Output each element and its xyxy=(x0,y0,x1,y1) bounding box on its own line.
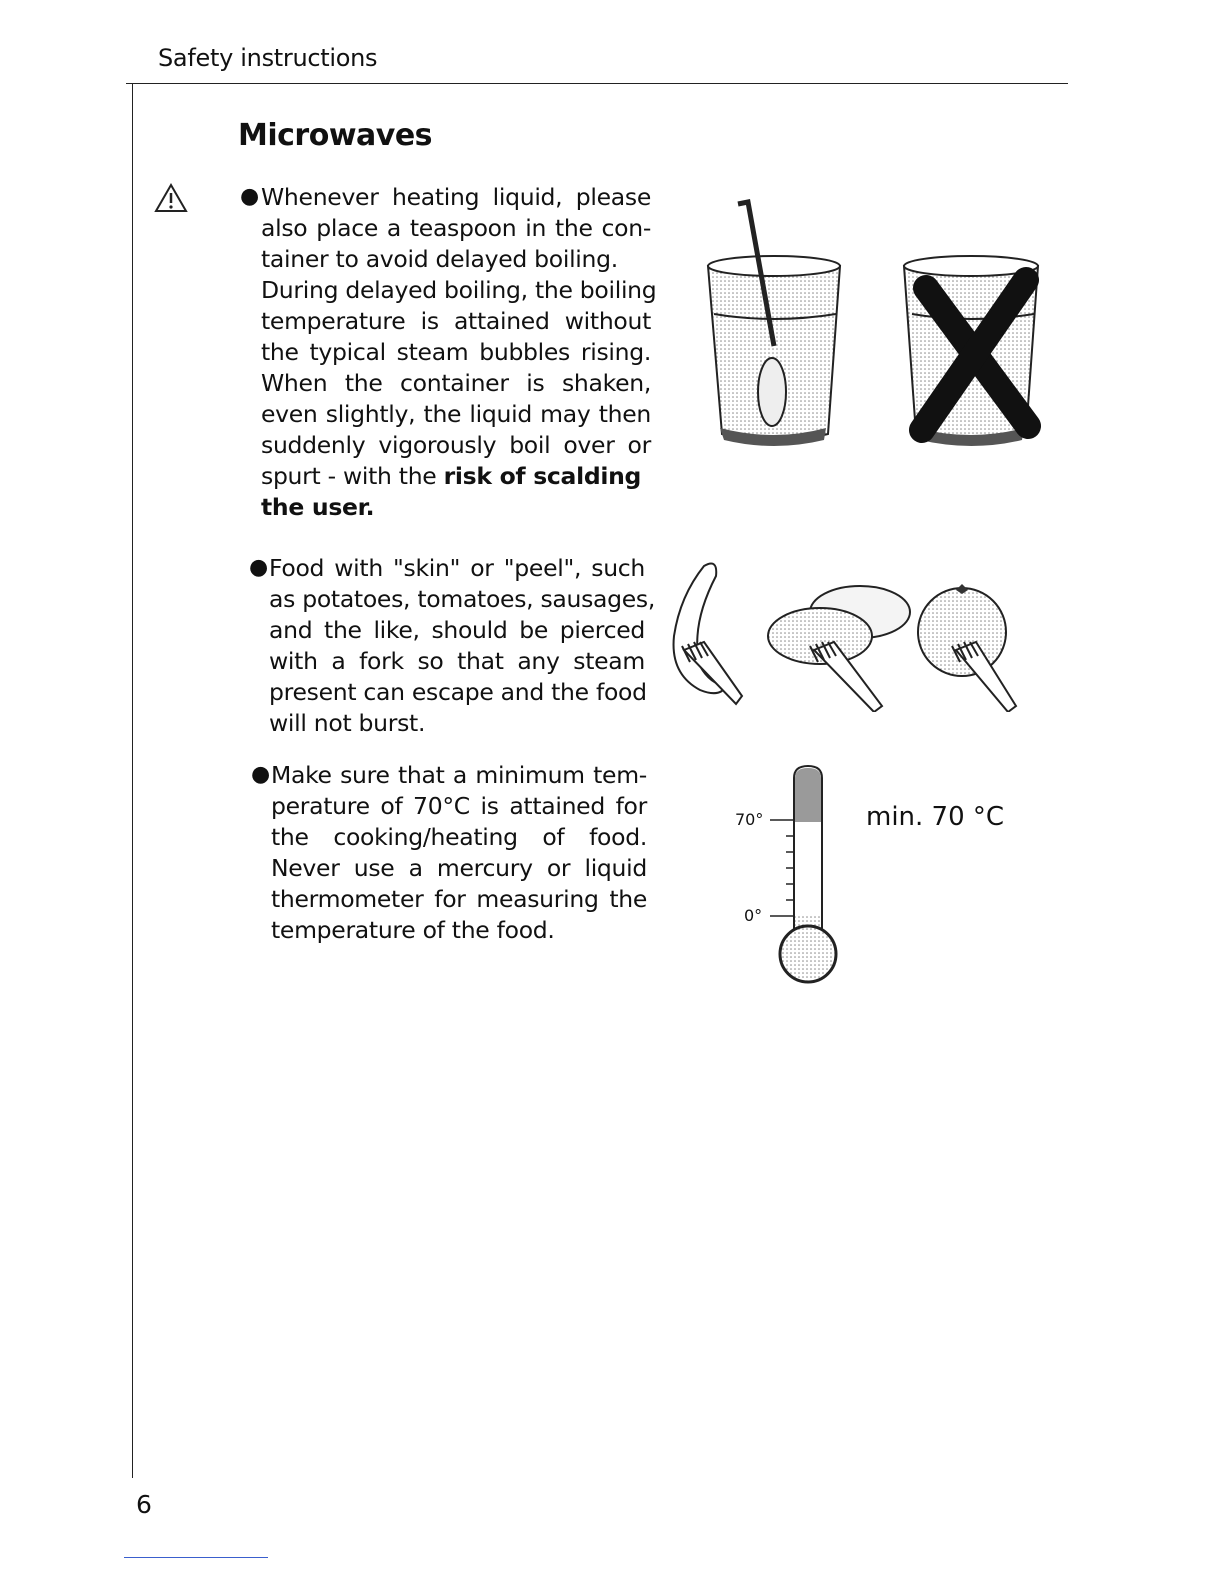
text-line: the typical steam bubbles rising. xyxy=(261,338,651,366)
header-rule xyxy=(126,83,1068,84)
bullet-marker: ● xyxy=(240,184,260,209)
text-line: tainer to avoid delayed boiling. xyxy=(261,245,618,273)
page-number: 6 xyxy=(136,1490,152,1519)
text-line: Make sure that a minimum tem- xyxy=(271,761,647,789)
bullet-marker: ● xyxy=(251,762,271,787)
footer-rule xyxy=(124,1557,268,1558)
text-line: Whenever heating liquid, please xyxy=(261,183,651,211)
text-line: perature of 70°C is attained for xyxy=(271,792,647,820)
glass-with-spoon xyxy=(708,202,840,446)
minimum-temperature-label: min. 70 °C xyxy=(866,802,1005,832)
text-line: During delayed boiling, the boiling xyxy=(261,276,657,304)
section-header: Safety instructions xyxy=(158,44,378,72)
text-line: Never use a mercury or liquid xyxy=(271,854,647,882)
potatoes-with-fork xyxy=(768,586,910,712)
text-line: When the container is shaken, xyxy=(261,369,651,397)
tomato-with-fork xyxy=(918,584,1016,712)
text-line: temperature is attained without xyxy=(261,307,651,335)
bullet-marker: ● xyxy=(249,555,269,580)
text-fragment: spurt - with the xyxy=(261,462,437,490)
text-line: the cooking/heating of food. xyxy=(271,823,647,851)
text-line: thermometer for measuring the xyxy=(271,885,647,913)
thermometer-label-0: 0° xyxy=(744,906,763,925)
glass-with-spoon-illustration xyxy=(700,196,1050,458)
text-line xyxy=(261,461,651,492)
sausage-with-fork xyxy=(674,564,742,704)
bullet-text-minimum-temperature xyxy=(271,760,647,946)
text-line: suddenly vigorously boil over or xyxy=(261,431,651,459)
glass-without-spoon-crossed xyxy=(904,256,1038,446)
text-line: will not burst. xyxy=(269,709,426,737)
margin-rule xyxy=(132,84,133,1478)
page-title: Microwaves xyxy=(238,118,433,153)
text-line: temperature of the food. xyxy=(271,916,555,944)
warning-emphasis: risk of scalding xyxy=(443,462,642,490)
text-line: Food with "skin" or "peel", such xyxy=(269,554,645,582)
text-line: present can escape and the food xyxy=(269,678,647,706)
text-line: as potatoes, tomatoes, sausages, xyxy=(269,585,656,613)
food-piercing-illustration xyxy=(660,556,1026,712)
text-line: even slightly, the liquid may then xyxy=(261,400,651,428)
text-line: and the like, should be pierced xyxy=(269,616,645,644)
bullet-text-pierce-food xyxy=(269,553,656,739)
thermometer-label-70: 70° xyxy=(735,810,764,829)
bullet-text-delayed-boiling xyxy=(261,182,657,523)
text-line: also place a teaspoon in the con- xyxy=(261,214,651,242)
text-line: with a fork so that any steam xyxy=(269,647,645,675)
warning-triangle-icon xyxy=(154,183,188,213)
thermometer-icon xyxy=(770,764,846,986)
warning-emphasis: the user. xyxy=(261,493,375,521)
